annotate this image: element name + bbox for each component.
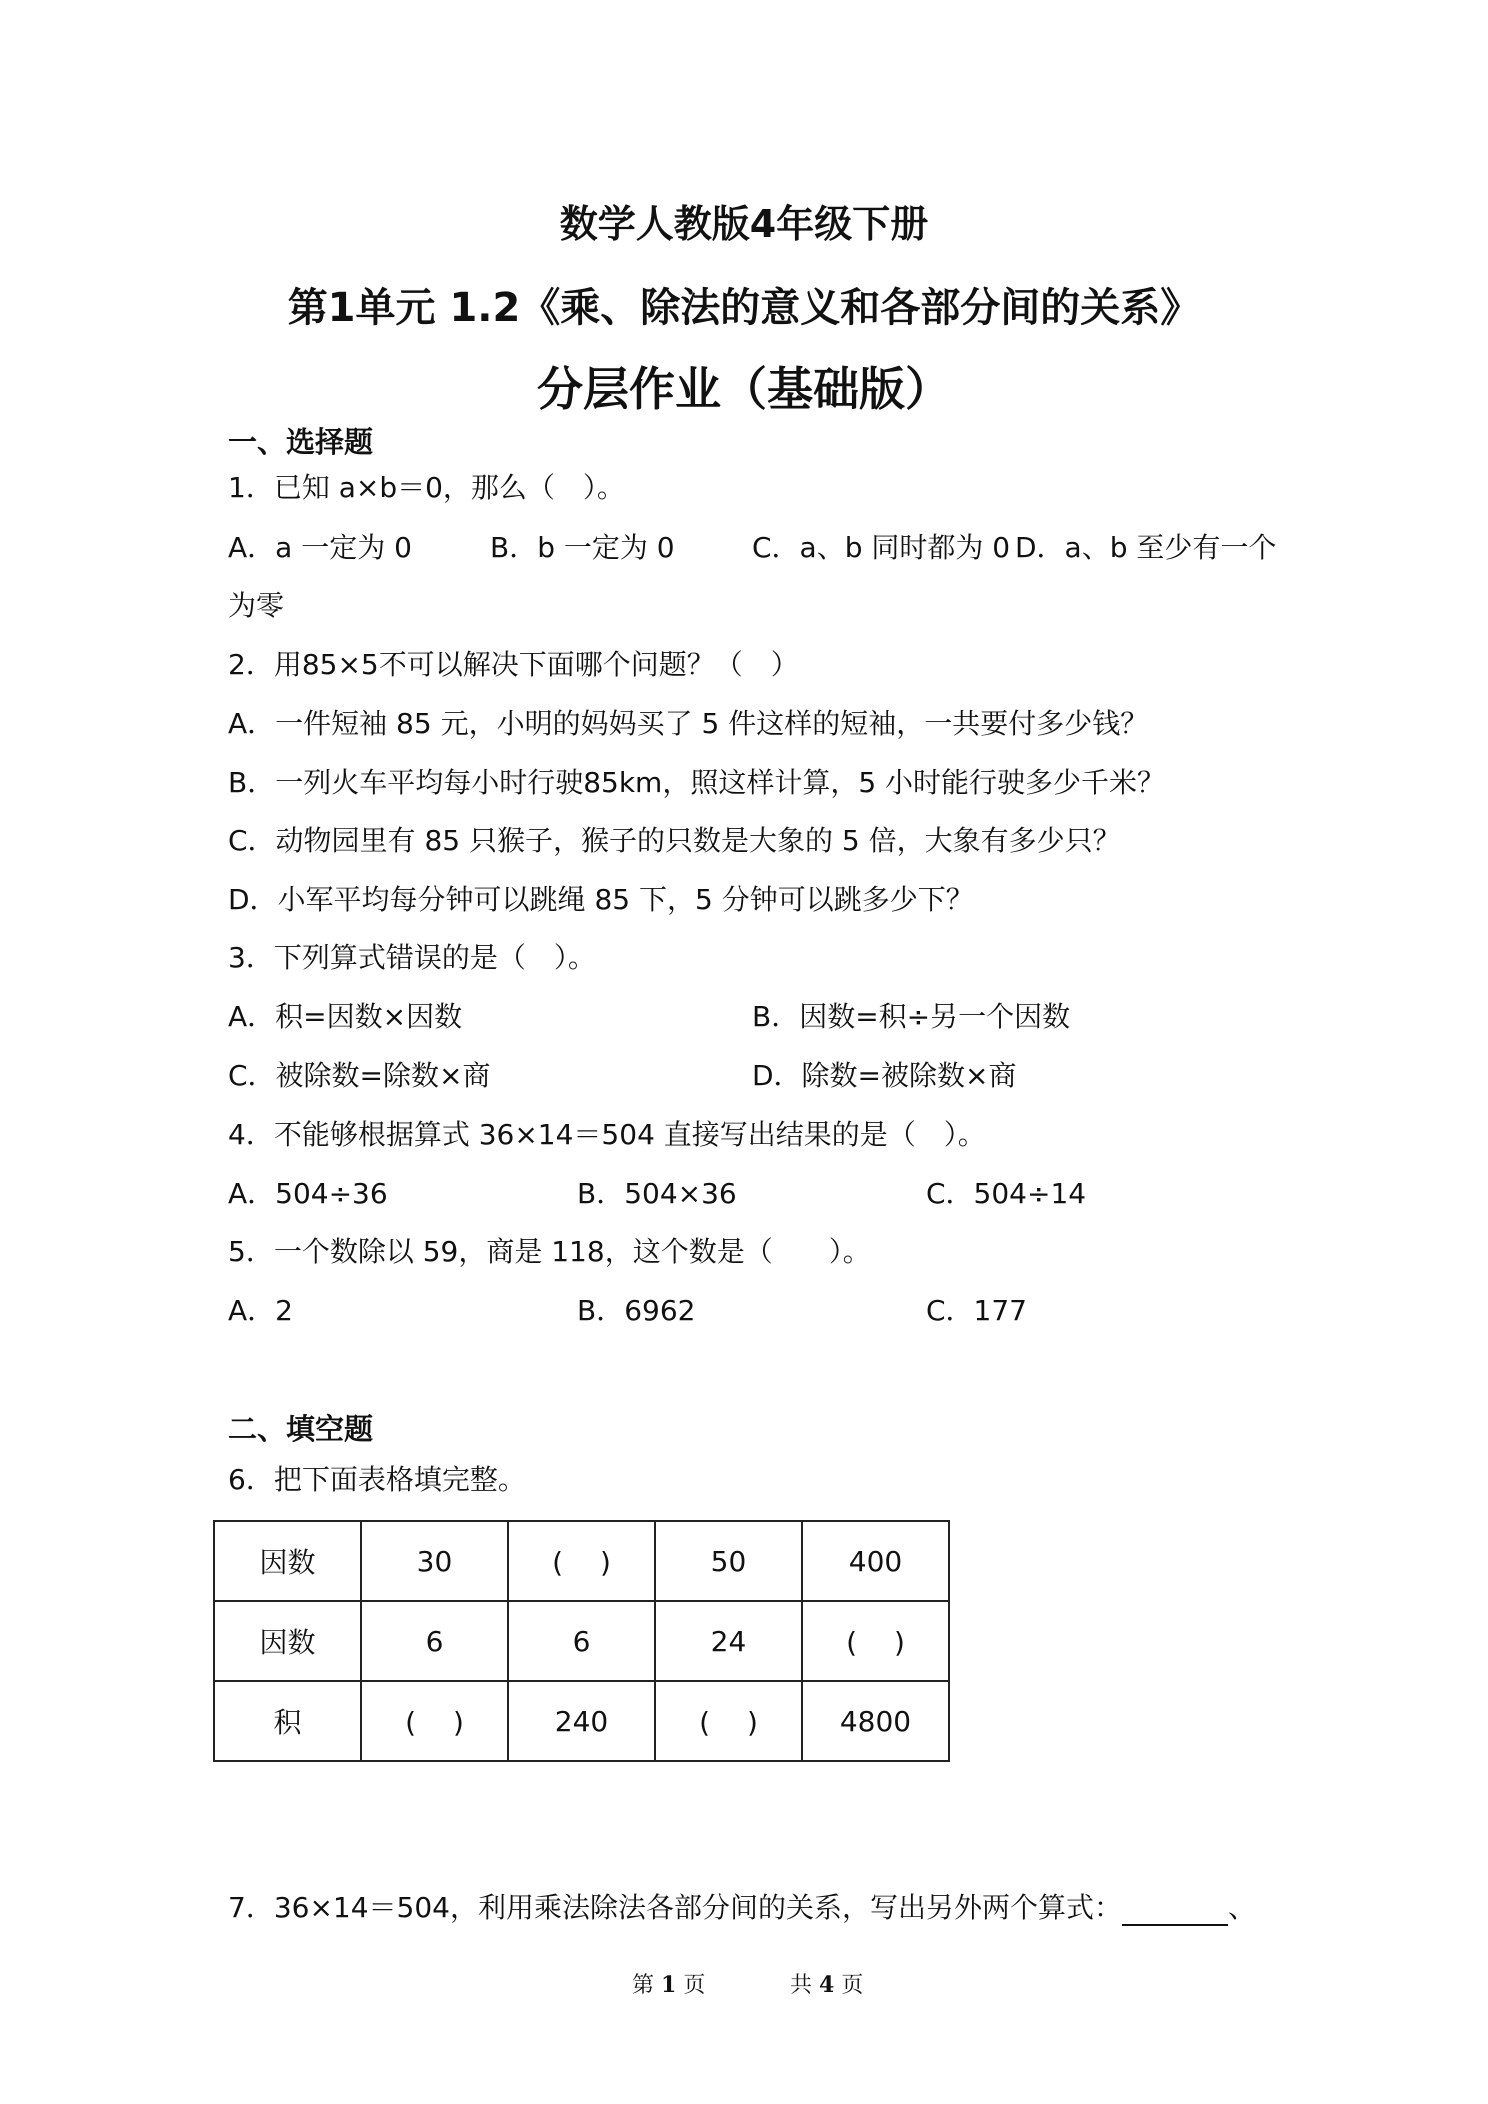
total-prefix: 共 [790,1973,813,1998]
question-3-option-c: C．被除数=除数×商 [228,1059,491,1092]
question-5-stem: 5．一个数除以 59，商是 118，这个数是（ ）。 [228,1235,871,1268]
total-num: 4 [819,1972,835,1998]
table-cell: 6 [361,1601,508,1681]
question-3-option-a: A．积=因数×因数 [228,1000,463,1033]
question-1-continuation: 为零 [228,589,285,622]
document-heading: 分层作业（基础版） [537,362,951,416]
table-row [214,1521,949,1601]
question-4-option-c: C．504÷14 [926,1177,1087,1210]
question-4-stem: 4．不能够根据算式 36×14＝504 直接写出结果的是（ ）。 [228,1118,986,1151]
table-cell: 400 [802,1521,949,1601]
answer-blank[interactable] [1122,1894,1228,1926]
question-5-option-c: C．177 [926,1294,1027,1327]
table-cell: 4800 [802,1681,949,1761]
table-cell: 240 [508,1681,655,1761]
question-2-stem: 2．用85×5不可以解决下面哪个问题？（ ） [228,648,799,681]
question-1-option-c: C．a、b 同时都为 0 [752,531,1011,564]
document-title: 数学人教版4年级下册 [559,202,929,246]
total-suffix: 页 [841,1973,864,1998]
section-choice-title: 一、选择题 [228,425,374,459]
table-cell-blank[interactable]: ( ) [361,1681,508,1761]
question-2-option-c: C．动物园里有 85 只猴子，猴子的只数是大象的 5 倍，大象有多少只？ [228,824,1121,857]
table-cell-blank[interactable]: ( ) [655,1681,802,1761]
table-cell: 24 [655,1601,802,1681]
question-7-stem: 7．36×14＝504，利用乘法除法各部分间的关系，写出另外两个算式： [228,1891,1122,1924]
question-5-option-b: B．6962 [577,1294,696,1327]
page-total [790,1968,863,1999]
table-row [214,1681,949,1761]
factor-product-table [213,1520,950,1762]
question-1-option-d: D．a、b 至少有一个 [1015,531,1277,564]
table-cell-blank[interactable]: ( ) [508,1521,655,1601]
question-1-option-b: B．b 一定为 0 [490,531,675,564]
question-3-option-b: B．因数=积÷另一个因数 [752,1000,1071,1033]
question-4-option-b: B．504×36 [577,1177,737,1210]
table-cell-blank[interactable]: ( ) [802,1601,949,1681]
question-4-option-a: A．504÷36 [228,1177,388,1210]
section-fill-title: 二、填空题 [228,1412,374,1446]
table-cell: 50 [655,1521,802,1601]
page-suffix: 页 [683,1973,706,1998]
table-cell: 6 [508,1601,655,1681]
document-subtitle: 第1单元 1.2《乘、除法的意义和各部分间的关系》 [287,285,1201,331]
question-2-option-d: D．小军平均每分钟可以跳绳 85 下，5 分钟可以跳多少下？ [228,883,974,916]
question-2-option-a: A．一件短袖 85 元，小明的妈妈买了 5 件这样的短袖，一共要付多少钱？ [228,707,1149,740]
question-3-option-d: D．除数=被除数×商 [752,1059,1017,1092]
question-2-option-b: B．一列火车平均每小时行驶85km，照这样计算，5 小时能行驶多少千米？ [228,766,1166,799]
table-cell: 积 [214,1681,361,1761]
question-1-stem: 1．已知 a×b＝0，那么（ ）。 [228,471,625,504]
page-prefix: 第 [632,1973,655,1998]
page-num: 1 [661,1972,677,1998]
table-row [214,1601,949,1681]
table-cell: 因数 [214,1601,361,1681]
question-5-option-a: A．2 [228,1294,293,1327]
table-cell: 因数 [214,1521,361,1601]
question-7-tail: 、 [1227,1891,1256,1924]
question-7-line [228,1890,1256,1926]
table-cell: 30 [361,1521,508,1601]
question-1-option-a: A．a 一定为 0 [228,531,412,564]
question-6-stem: 6．把下面表格填完整。 [228,1463,526,1496]
page-number [632,1968,705,1999]
question-3-stem: 3．下列算式错误的是（ ）。 [228,941,596,974]
